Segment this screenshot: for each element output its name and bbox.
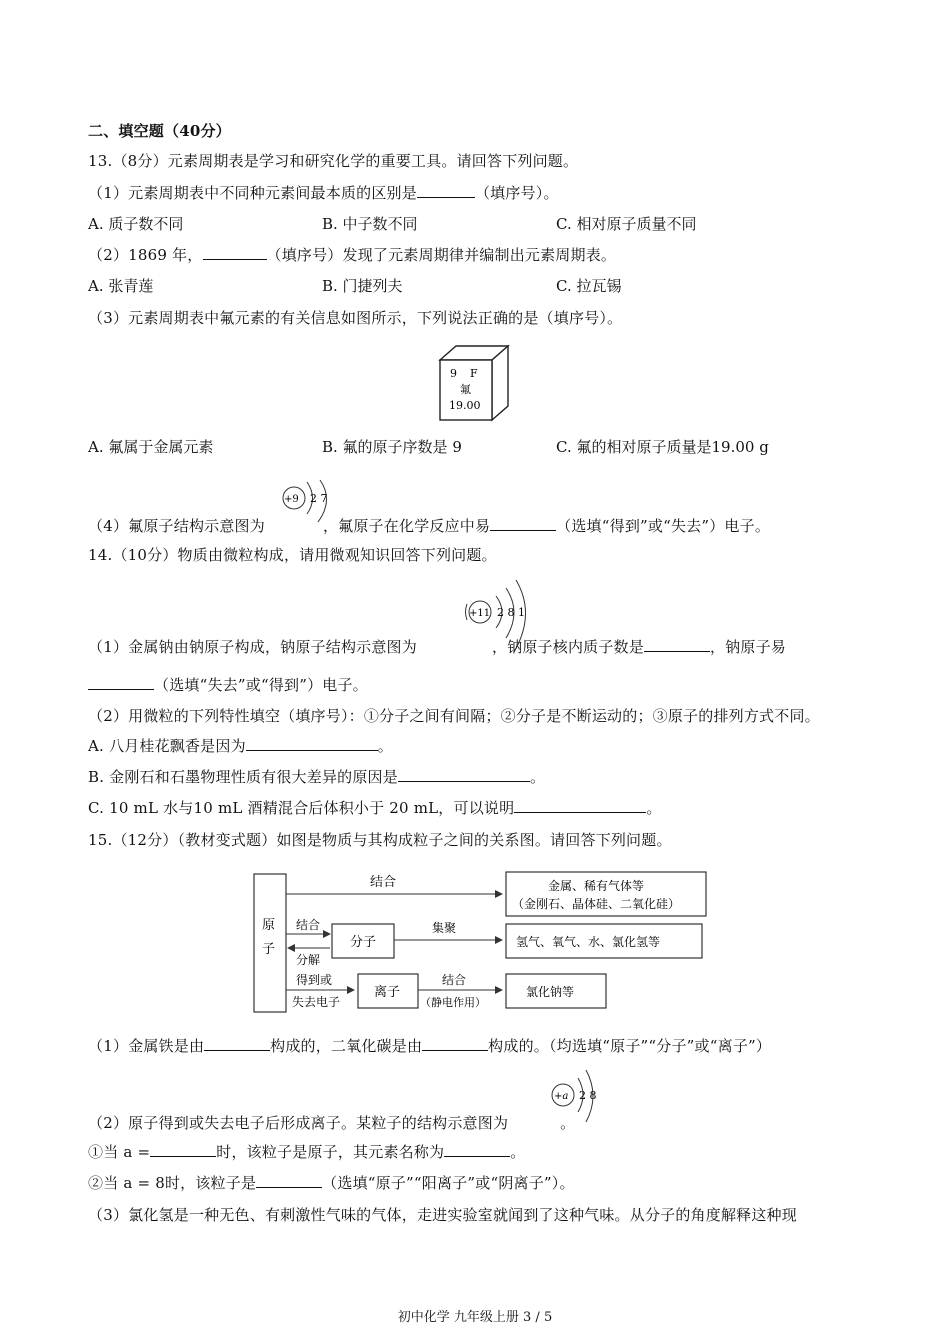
answer-blank[interactable]: [256, 1173, 322, 1188]
q13-p2-post: （填序号）发现了元素周期律并编制出元素周期表。: [266, 246, 617, 264]
q13-p1-pre: （1）元素周期表中不同种元素间最本质的区别是: [88, 184, 417, 202]
q14-p1-mid: ，钠原子核内质子数是: [491, 638, 644, 656]
q14-c: [88, 798, 662, 818]
q13-p1: [88, 183, 559, 203]
q15-p2-text: （2）原子得到或失去电子后形成离子。某粒子的结构示意图为: [88, 1114, 509, 1132]
q13-p2-opt-a: A. 张青莲: [88, 277, 154, 295]
q13-p4-pre: （4）氟原子结构示意图为: [88, 517, 265, 535]
diagram-gather: 集聚: [432, 921, 457, 935]
q14-p1-post: ，钠原子易: [709, 638, 786, 656]
q13-p2-opt-b: B. 门捷列夫: [322, 277, 403, 295]
diagram-decompose: 分解: [296, 953, 321, 967]
q14-stem: 14.（10分）物质由微粒构成，请用微观知识回答下列问题。: [88, 546, 497, 564]
q13-p2-pre: （2）1869 年，: [88, 246, 203, 264]
q15-s1: [88, 1142, 525, 1162]
q14-b-end: 。: [529, 768, 546, 786]
diagram-combine2: 结合: [296, 918, 321, 932]
q15-s2-post: （选填“原子”“阳离子”或“阴离子”）。: [322, 1174, 575, 1192]
q13-stem: 13.（8分）元素周期表是学习和研究化学的重要工具。请回答下列问题。: [88, 152, 579, 170]
answer-blank[interactable]: [203, 245, 267, 260]
q13-p3-opt-c: C. 氟的相对原子质量是19.00 g: [556, 438, 769, 456]
diagram-electrostatic: （静电作用）: [420, 996, 486, 1009]
q14-b-text: B. 金刚石和石墨物理性质有很大差异的原因是: [88, 768, 398, 786]
q14-b: [88, 767, 545, 787]
matter-particle-diagram: [250, 866, 710, 1018]
diagram-box1-line1: 金属、稀有气体等: [548, 879, 645, 893]
a-shells: 2 8: [579, 1089, 597, 1102]
q15-p2: [88, 1113, 575, 1133]
q13-p4-post: （选填“得到”或“失去”）电子。: [556, 517, 771, 535]
na-shells: 2 8 1: [497, 606, 525, 619]
q15-s2-pre: ②当 a = 8时，该粒子是: [88, 1174, 257, 1192]
diagram-box3: 氯化钠等: [526, 985, 575, 999]
q15-p2-end: 。: [560, 1114, 576, 1132]
diagram-gain-lose-1: 得到或: [296, 973, 333, 987]
q14-a-text: A. 八月桂花飘香是因为: [88, 737, 246, 755]
answer-blank[interactable]: [246, 736, 378, 751]
answer-blank[interactable]: [417, 183, 475, 198]
cell-number: 9: [450, 367, 457, 380]
q13-p4: [88, 516, 770, 536]
answer-blank[interactable]: [150, 1142, 216, 1157]
section-title: 二、填空题（40分）: [88, 122, 231, 140]
q13-p2-opt-c: C. 拉瓦锡: [556, 277, 622, 295]
diagram-combine: 结合: [370, 875, 397, 890]
q13-p3: （3）元素周期表中氟元素的有关信息如图所示，下列说法正确的是（填序号）。: [88, 309, 623, 327]
diagram-combine3: 结合: [442, 973, 467, 987]
q15-s2: [88, 1173, 575, 1193]
q14-c-text: C. 10 mL 水与10 mL 酒精混合后体积小于 20 mL，可以说明: [88, 799, 515, 817]
answer-blank[interactable]: [490, 516, 556, 531]
a-nucleus: +a: [554, 1091, 569, 1102]
q13-p4-mid: ，氟原子在化学反应中易: [322, 517, 491, 535]
f-nucleus: +9: [284, 494, 299, 505]
q15-s1-post: 。: [510, 1143, 526, 1161]
q14-c-end: 。: [646, 799, 662, 817]
q15-p1: [88, 1036, 771, 1056]
q13-p2: [88, 245, 616, 265]
q15-s1-pre: ①当 a =: [88, 1143, 151, 1161]
answer-blank[interactable]: [514, 798, 646, 813]
q15-p1-mid: 构成的，二氧化碳是由: [270, 1037, 423, 1055]
q14-p1b: [88, 675, 368, 695]
q13-p3-opt-b: B. 氟的原子序数是 9: [322, 438, 462, 456]
q14-p1: [88, 637, 786, 657]
answer-blank[interactable]: [88, 675, 154, 690]
cell-mass: 19.00: [449, 399, 481, 412]
f-shells: 2 7: [310, 492, 328, 505]
q13-p1-opt-b: B. 中子数不同: [322, 215, 418, 233]
q15-stem: 15.（12分）（教材变式题）如图是物质与其构成粒子之间的关系图。请回答下列问题。: [88, 831, 672, 849]
q14-a-end: 。: [377, 737, 393, 755]
answer-blank[interactable]: [422, 1036, 488, 1051]
q13-p3-opt-a: A. 氟属于金属元素: [88, 438, 214, 456]
q13-p1-opt-c: C. 相对原子质量不同: [556, 215, 697, 233]
diagram-atom-1: 原: [262, 918, 276, 933]
answer-blank[interactable]: [644, 637, 710, 652]
answer-blank[interactable]: [204, 1036, 270, 1051]
q14-p1b-text: （选填“失去”或“得到”）电子。: [154, 676, 368, 694]
q13-p1-opt-a: A. 质子数不同: [88, 215, 184, 233]
diagram-gain-lose-2: 失去电子: [292, 995, 341, 1009]
q15-p1-pre: （1）金属铁是由: [88, 1037, 205, 1055]
cell-name: 氟: [460, 383, 471, 396]
q14-p2: （2）用微粒的下列特性填空（填序号）：①分子之间有间隔；②分子是不断运动的；③原子的排列方式不同。: [88, 707, 820, 725]
answer-blank[interactable]: [398, 767, 530, 782]
q15-p1-post: 构成的。（均选填“原子”“分子”或“离子”）: [488, 1037, 772, 1055]
diagram-box1-line2: （金刚石、晶体硅、二氧化硅）: [512, 897, 681, 911]
q14-a: [88, 736, 393, 756]
diagram-box2: 氢气、氧气、水、氯化氢等: [516, 935, 661, 949]
diagram-molecule: 分子: [350, 935, 377, 950]
cell-symbol: F: [470, 367, 478, 380]
q14-p1-pre: （1）金属钠由钠原子构成，钠原子结构示意图为: [88, 638, 417, 656]
fluorine-cell-figure: [436, 342, 512, 422]
answer-blank[interactable]: [444, 1142, 510, 1157]
q13-p1-post: （填序号）。: [474, 184, 559, 202]
q15-s1-mid: 时，该粒子是原子，其元素名称为: [216, 1143, 445, 1161]
diagram-ion: 离子: [374, 985, 401, 1000]
q15-p3: （3）氯化氢是一种无色、有刺激性气味的气体，走进实验室就闻到了这种气味。从分子的角度解释这种现: [88, 1206, 797, 1224]
diagram-atom-2: 子: [262, 942, 276, 957]
na-nucleus: +11: [469, 608, 491, 619]
page-footer: 初中化学 九年级上册 3 / 5: [397, 1310, 553, 1325]
